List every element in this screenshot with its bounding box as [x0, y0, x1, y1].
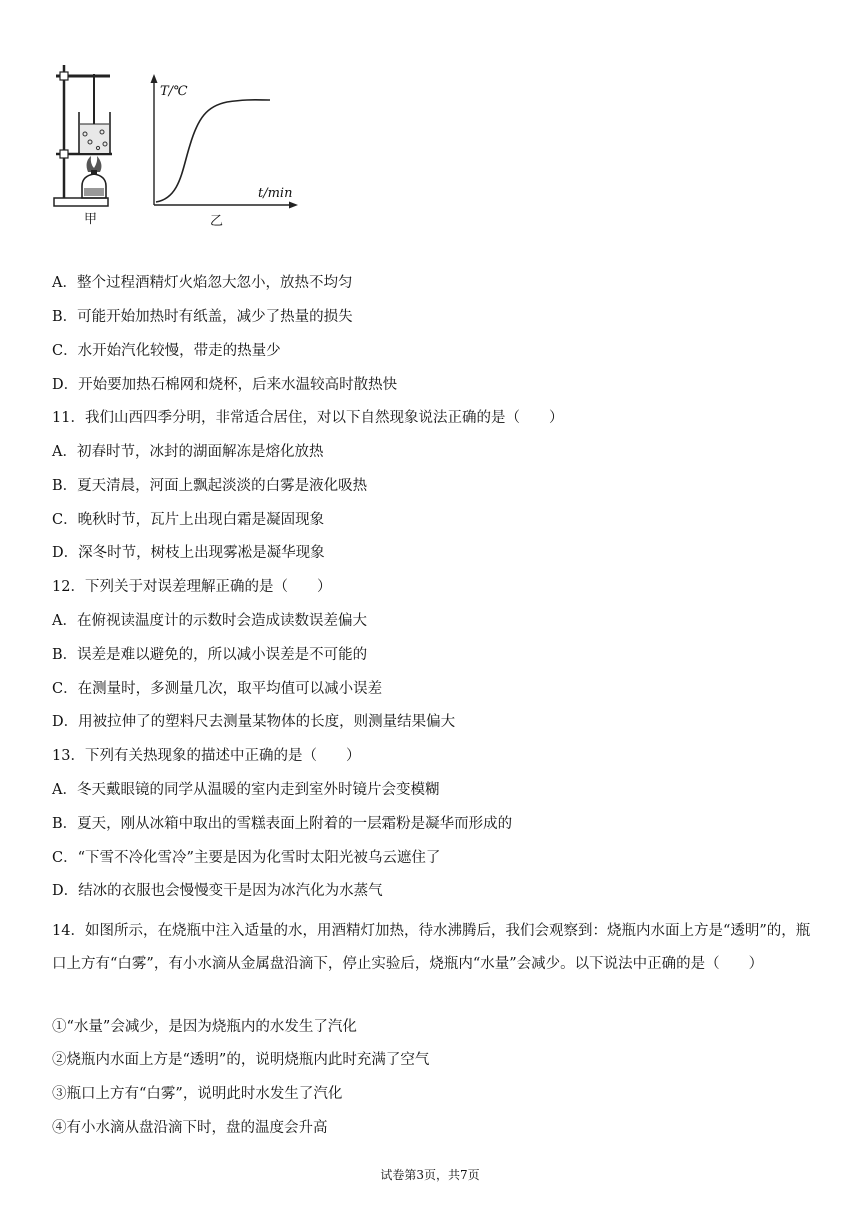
y-axis-label: T/℃: [160, 84, 188, 99]
q13-option-b: B．夏天，刚从冰箱中取出的雪糕表面上附着的一层霜粉是凝华而形成的: [52, 816, 513, 832]
q13-option-d: D．结冰的衣服也会慢慢变干是因为冰汽化为水蒸气: [52, 883, 383, 899]
q12-option-b: B．误差是难以避免的，所以减小误差是不可能的: [52, 647, 368, 663]
q10-option-a: A．整个过程酒精灯火焰忽大忽小，放热不均匀: [52, 275, 353, 291]
q10-option-c: C．水开始汽化较慢，带走的热量少: [52, 343, 281, 359]
q12-option-d: D．用被拉伸了的塑料尺去测量某物体的长度，则测量结果偏大: [52, 714, 456, 730]
q12-option-c: C．在测量时，多测量几次，取平均值可以减小误差: [52, 681, 383, 697]
figure-label-jia: 甲: [84, 212, 98, 227]
q11-option-c: C．晚秋时节，瓦片上出现白霜是凝固现象: [52, 512, 325, 528]
q14-statement-4: ④有小水滴从盘沿滴下时，盘的温度会升高: [52, 1120, 328, 1136]
page-footer: 试卷第3页，共7页: [380, 1168, 480, 1182]
q12-option-a: A．在俯视读温度计的示数时会造成读数误差偏大: [52, 613, 367, 629]
q10-option-b: B．可能开始加热时有纸盖，减少了热量的损失: [52, 309, 353, 325]
q14-stem: 14．如图所示，在烧瓶中注入适量的水，用酒精灯加热，待水沸腾后，我们会观察到：烧瓶内水面上方是“透明”的，瓶口上方有“白雾”，有小水滴从金属盘沿滴下，停止实验后，烧瓶内“水量”会减少。以下说法中正确的是（ ）: [52, 923, 811, 972]
q14-statement-3: ③瓶口上方有“白雾”，说明此时水发生了汽化: [52, 1086, 343, 1102]
experiment-figure: [52, 60, 312, 230]
q14-statement-2: ②烧瓶内水面上方是“透明”的，说明烧瓶内此时充满了空气: [52, 1052, 430, 1068]
q10-option-d: D．开始要加热石棉网和烧杯，后来水温较高时散热快: [52, 377, 398, 393]
q11-stem: 11．我们山西四季分明，非常适合居住，对以下自然现象说法正确的是（ ）: [52, 410, 564, 426]
q13-option-c: C．“下雪不冷化雪冷”主要是因为化雪时太阳光被乌云遮住了: [52, 850, 441, 866]
q11-option-a: A．初春时节，冰封的湖面解冻是熔化放热: [52, 444, 324, 460]
x-axis-label: t/min: [258, 186, 293, 201]
q13-option-a: A．冬天戴眼镜的同学从温暖的室内走到室外时镜片会变模糊: [52, 782, 440, 798]
q14-statement-1: ①“水量”会减少，是因为烧瓶内的水发生了汽化: [52, 1019, 357, 1035]
q12-stem: 12．下列关于对误差理解正确的是（ ）: [52, 579, 332, 595]
figure-label-yi: 乙: [210, 214, 224, 229]
q13-stem: 13．下列有关热现象的描述中正确的是（ ）: [52, 748, 361, 764]
q11-option-b: B．夏天清晨，河面上飘起淡淡的白雾是液化吸热: [52, 478, 368, 494]
q11-option-d: D．深冬时节，树枝上出现雾凇是凝华现象: [52, 545, 325, 561]
